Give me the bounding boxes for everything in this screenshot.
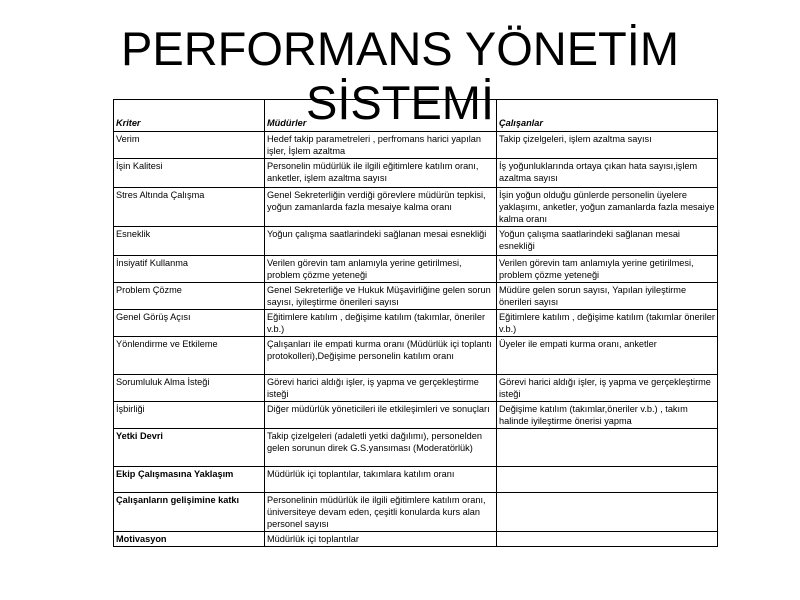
table-row (114, 402, 718, 429)
table-row (114, 337, 718, 375)
title-line-2: SİSTEMİ (305, 76, 495, 129)
cell-calisanlar (497, 429, 718, 467)
table-row (114, 375, 718, 402)
cell-calisanlar (497, 532, 718, 547)
header-calisanlar: Çalışanlar (497, 100, 718, 132)
cell-kriter: Esneklik (114, 227, 265, 256)
cell-mudurler: Müdürlük içi toplantılar (265, 532, 497, 547)
title-line-1: PERFORMANS YÖNETİM (121, 22, 679, 75)
cell-kriter: Sorumluluk Alma İsteği (114, 375, 265, 402)
cell-mudurler: Görevi harici aldığı işler, iş yapma ve gerçekleştirme isteği (265, 375, 497, 402)
cell-kriter: Stres Altında Çalışma (114, 188, 265, 227)
cell-calisanlar (497, 467, 718, 493)
cell-mudurler: Personelin müdürlük ile ilgili eğitimlere katılım oranı, anketler, işlem azaltma sayısı (265, 159, 497, 188)
cell-calisanlar (497, 493, 718, 532)
table-row (114, 493, 718, 532)
cell-kriter: Yetki Devri (114, 429, 265, 467)
table-body (114, 132, 718, 547)
cell-calisanlar: Verilen görevin tam anlamıyla yerine getirilmesi, problem çözme yeteneği (497, 256, 718, 283)
table-row (114, 188, 718, 227)
table-row (114, 467, 718, 493)
cell-mudurler: Diğer müdürlük yöneticileri ile etkileşimleri ve sonuçları (265, 402, 497, 429)
cell-mudurler: Eğitimlere katılım , değişime katılım (takımlar, öneriler v.b.) (265, 310, 497, 337)
criteria-table (113, 99, 718, 547)
cell-mudurler: Hedef takip parametreleri , perfromans harici yapılan işler, İşlem azaltma (265, 132, 497, 159)
cell-mudurler: Verilen görevin tam anlamıyla yerine getirilmesi, problem çözme yeteneği (265, 256, 497, 283)
cell-calisanlar: Eğitimlere katılım , değişime katılım (takımlar öneriler v.b.) (497, 310, 718, 337)
cell-mudurler: Müdürlük içi toplantılar, takımlara katılım oranı (265, 467, 497, 493)
table-row (114, 132, 718, 159)
cell-calisanlar: İşin yoğun olduğu günlerde personelin üyelere yaklaşımı, anketler, yoğun zamanlarda fazla mesaiye kalma oranı (497, 188, 718, 227)
cell-mudurler: Genel Sekreterliğe ve Hukuk Müşavirliğine gelen sorun sayısı, iyileştirme önerileri sayısı (265, 283, 497, 310)
cell-kriter: Motivasyon (114, 532, 265, 547)
table-row (114, 310, 718, 337)
table-row (114, 256, 718, 283)
cell-kriter: Genel Görüş Açısı (114, 310, 265, 337)
cell-calisanlar: Görevi harici aldığı işler, iş yapma ve gerçekleştirme isteği (497, 375, 718, 402)
cell-kriter: İşin Kalitesi (114, 159, 265, 188)
cell-calisanlar: Takip çizelgeleri, işlem azaltma sayısı (497, 132, 718, 159)
table-header-row (114, 100, 718, 132)
cell-kriter: Ekip Çalışmasına Yaklaşım (114, 467, 265, 493)
table-row (114, 283, 718, 310)
cell-calisanlar: İş yoğunluklarında ortaya çıkan hata sayısı,işlem azaltma sayısı (497, 159, 718, 188)
cell-kriter: İnsiyatif Kullanma (114, 256, 265, 283)
cell-kriter: Çalışanların gelişimine katkı (114, 493, 265, 532)
cell-calisanlar: Üyeler ile empati kurma oranı, anketler (497, 337, 718, 375)
table-row (114, 429, 718, 467)
cell-mudurler: Yoğun çalışma saatlarindeki sağlanan mesai esnekliği (265, 227, 497, 256)
header-mudurler: Müdürler (265, 100, 497, 132)
cell-kriter: İşbirliği (114, 402, 265, 429)
cell-kriter: Problem Çözme (114, 283, 265, 310)
table-row (114, 227, 718, 256)
cell-mudurler: Personelinin müdürlük ile ilgili eğitimlere katılım oranı, üniversiteye devam eden, çeşitli konularda kurs alan personel sayısı (265, 493, 497, 532)
cell-kriter: Verim (114, 132, 265, 159)
cell-kriter: Yönlendirme ve Etkileme (114, 337, 265, 375)
table-row (114, 532, 718, 547)
cell-mudurler: Genel Sekreterliğin verdiği görevlere müdürün tepkisi, yoğun zamanlarda fazla mesaiye kalma oranı (265, 188, 497, 227)
cell-calisanlar: Yoğun çalışma saatlarindeki sağlanan mesai esnekliği (497, 227, 718, 256)
cell-calisanlar: Müdüre gelen sorun sayısı, Yapılan iyileştirme önerileri sayısı (497, 283, 718, 310)
cell-calisanlar: Değişime katılım (takımlar,öneriler v.b.) , takım halinde iyileştirme önerisi yapma (497, 402, 718, 429)
cell-mudurler: Takip çizelgeleri (adaletli yetki dağılımı), personelden gelen sorunun direk G.S.yansıması (Moderatörlük) (265, 429, 497, 467)
cell-mudurler: Çalışanları ile empati kurma oranı (Müdürlük içi toplantı protokolleri),Değişime personelin katılım oranı (265, 337, 497, 375)
header-kriter: Kriter (114, 100, 265, 132)
table-row (114, 159, 718, 188)
